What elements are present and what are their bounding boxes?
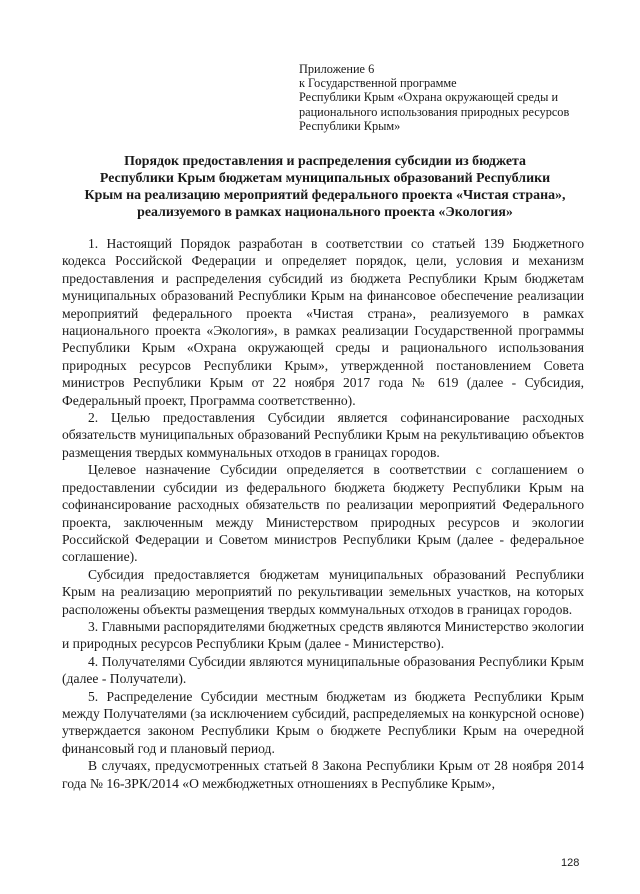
paragraph-3: 3. Главными распорядителями бюджетных средств являются Министерство экологии и природных ресурсов Республики Крым (далее - Министерство). — [62, 618, 584, 652]
appendix-line: Республики Крым» — [299, 118, 401, 133]
document-body — [62, 235, 584, 792]
paragraph-2: 2. Целью предоставления Субсидии является софинансирование расходных обязательств муниципальных образований Республики Крым на рекультивацию объектов размещения твердых коммунальных отходов в границах городов. — [62, 410, 584, 460]
appendix-note — [299, 62, 599, 133]
paragraph-4: 4. Получателями Субсидии являются муниципальные образования Республики Крым (далее - Получатели). — [62, 653, 584, 687]
appendix-line: Приложение 6 — [299, 62, 375, 76]
paragraph-cases: В случаях, предусмотренных статьей 8 Закона Республики Крым от 28 ноября 2014 года № 16-ЗРК/2014 «О межбюджетных отношениях в Республике Крым», — [62, 758, 584, 791]
title-line: Крым на реализацию мероприятий федерального проекта «Чистая страна», — [84, 188, 566, 203]
paragraph-subsidy-provision: Субсидия предоставляется бюджетам муниципальных образований Республики Крым на реализацию мероприятий по рекультивации земельных участков, на которых расположены объекты размещения твердых коммунальных отходов в границах городов. — [62, 566, 584, 617]
paragraph-target-purpose: Целевое назначение Субсидии определяется в соответствии с соглашением о предоставлении субсидии из федерального бюджета бюджету Республики Крым на софинансирование расходных обязательств по реализации мероприятий Федерального проекта, заключенным между Министерством природных ресурсов и экологии Российской Федерации и Советом министров Республики Крым (далее - федеральное соглашение). — [62, 462, 584, 565]
appendix-line: к Государственной программе — [299, 76, 457, 91]
page-number: 128 — [561, 857, 580, 869]
title-line: реализуемого в рамках национального проекта «Экология» — [137, 205, 513, 220]
title-line: Республики Крым бюджетам муниципальных образований Республики — [99, 171, 551, 186]
paragraph-5: 5. Распределение Субсидии местным бюджетам из бюджета Республики Крым между Получателями (за исключением субсидий, распределяемых на конкурсной основе) утверждается законом Республики Крым о бюджете Республики Крым на очередной финансовый год и плановый период. — [62, 688, 584, 756]
appendix-line: рационального использования природных ресурсов — [299, 104, 570, 119]
document-title — [60, 153, 590, 221]
appendix-line: Республики Крым «Охрана окружающей среды и — [299, 90, 559, 105]
paragraph-1: 1. Настоящий Порядок разработан в соответствии со статьей 139 Бюджетного кодекса Российской Федерации и определяет порядок, цели, условия и механизм предоставления и распределения субсидий из бюджета Республики Крым бюджетам муниципальных образований Республики Крым на финансовое обеспечение реализации мероприятий федерального проекта «Чистая страна», реализуемого в рамках национального проекта «Экология», в рамках реализации Государственной программы Республики Крым «Охрана окружающей среды и рационального использования природных ресурсов Республики Крым», утвержденной постановлением Совета министров Республики Крым от 22 ноября 2017 года № 619 (далее - Субсидия, Федеральный проект, Программа соответственно). — [62, 236, 584, 408]
title-line: Порядок предоставления и распределения субсидии из бюджета — [124, 154, 526, 169]
